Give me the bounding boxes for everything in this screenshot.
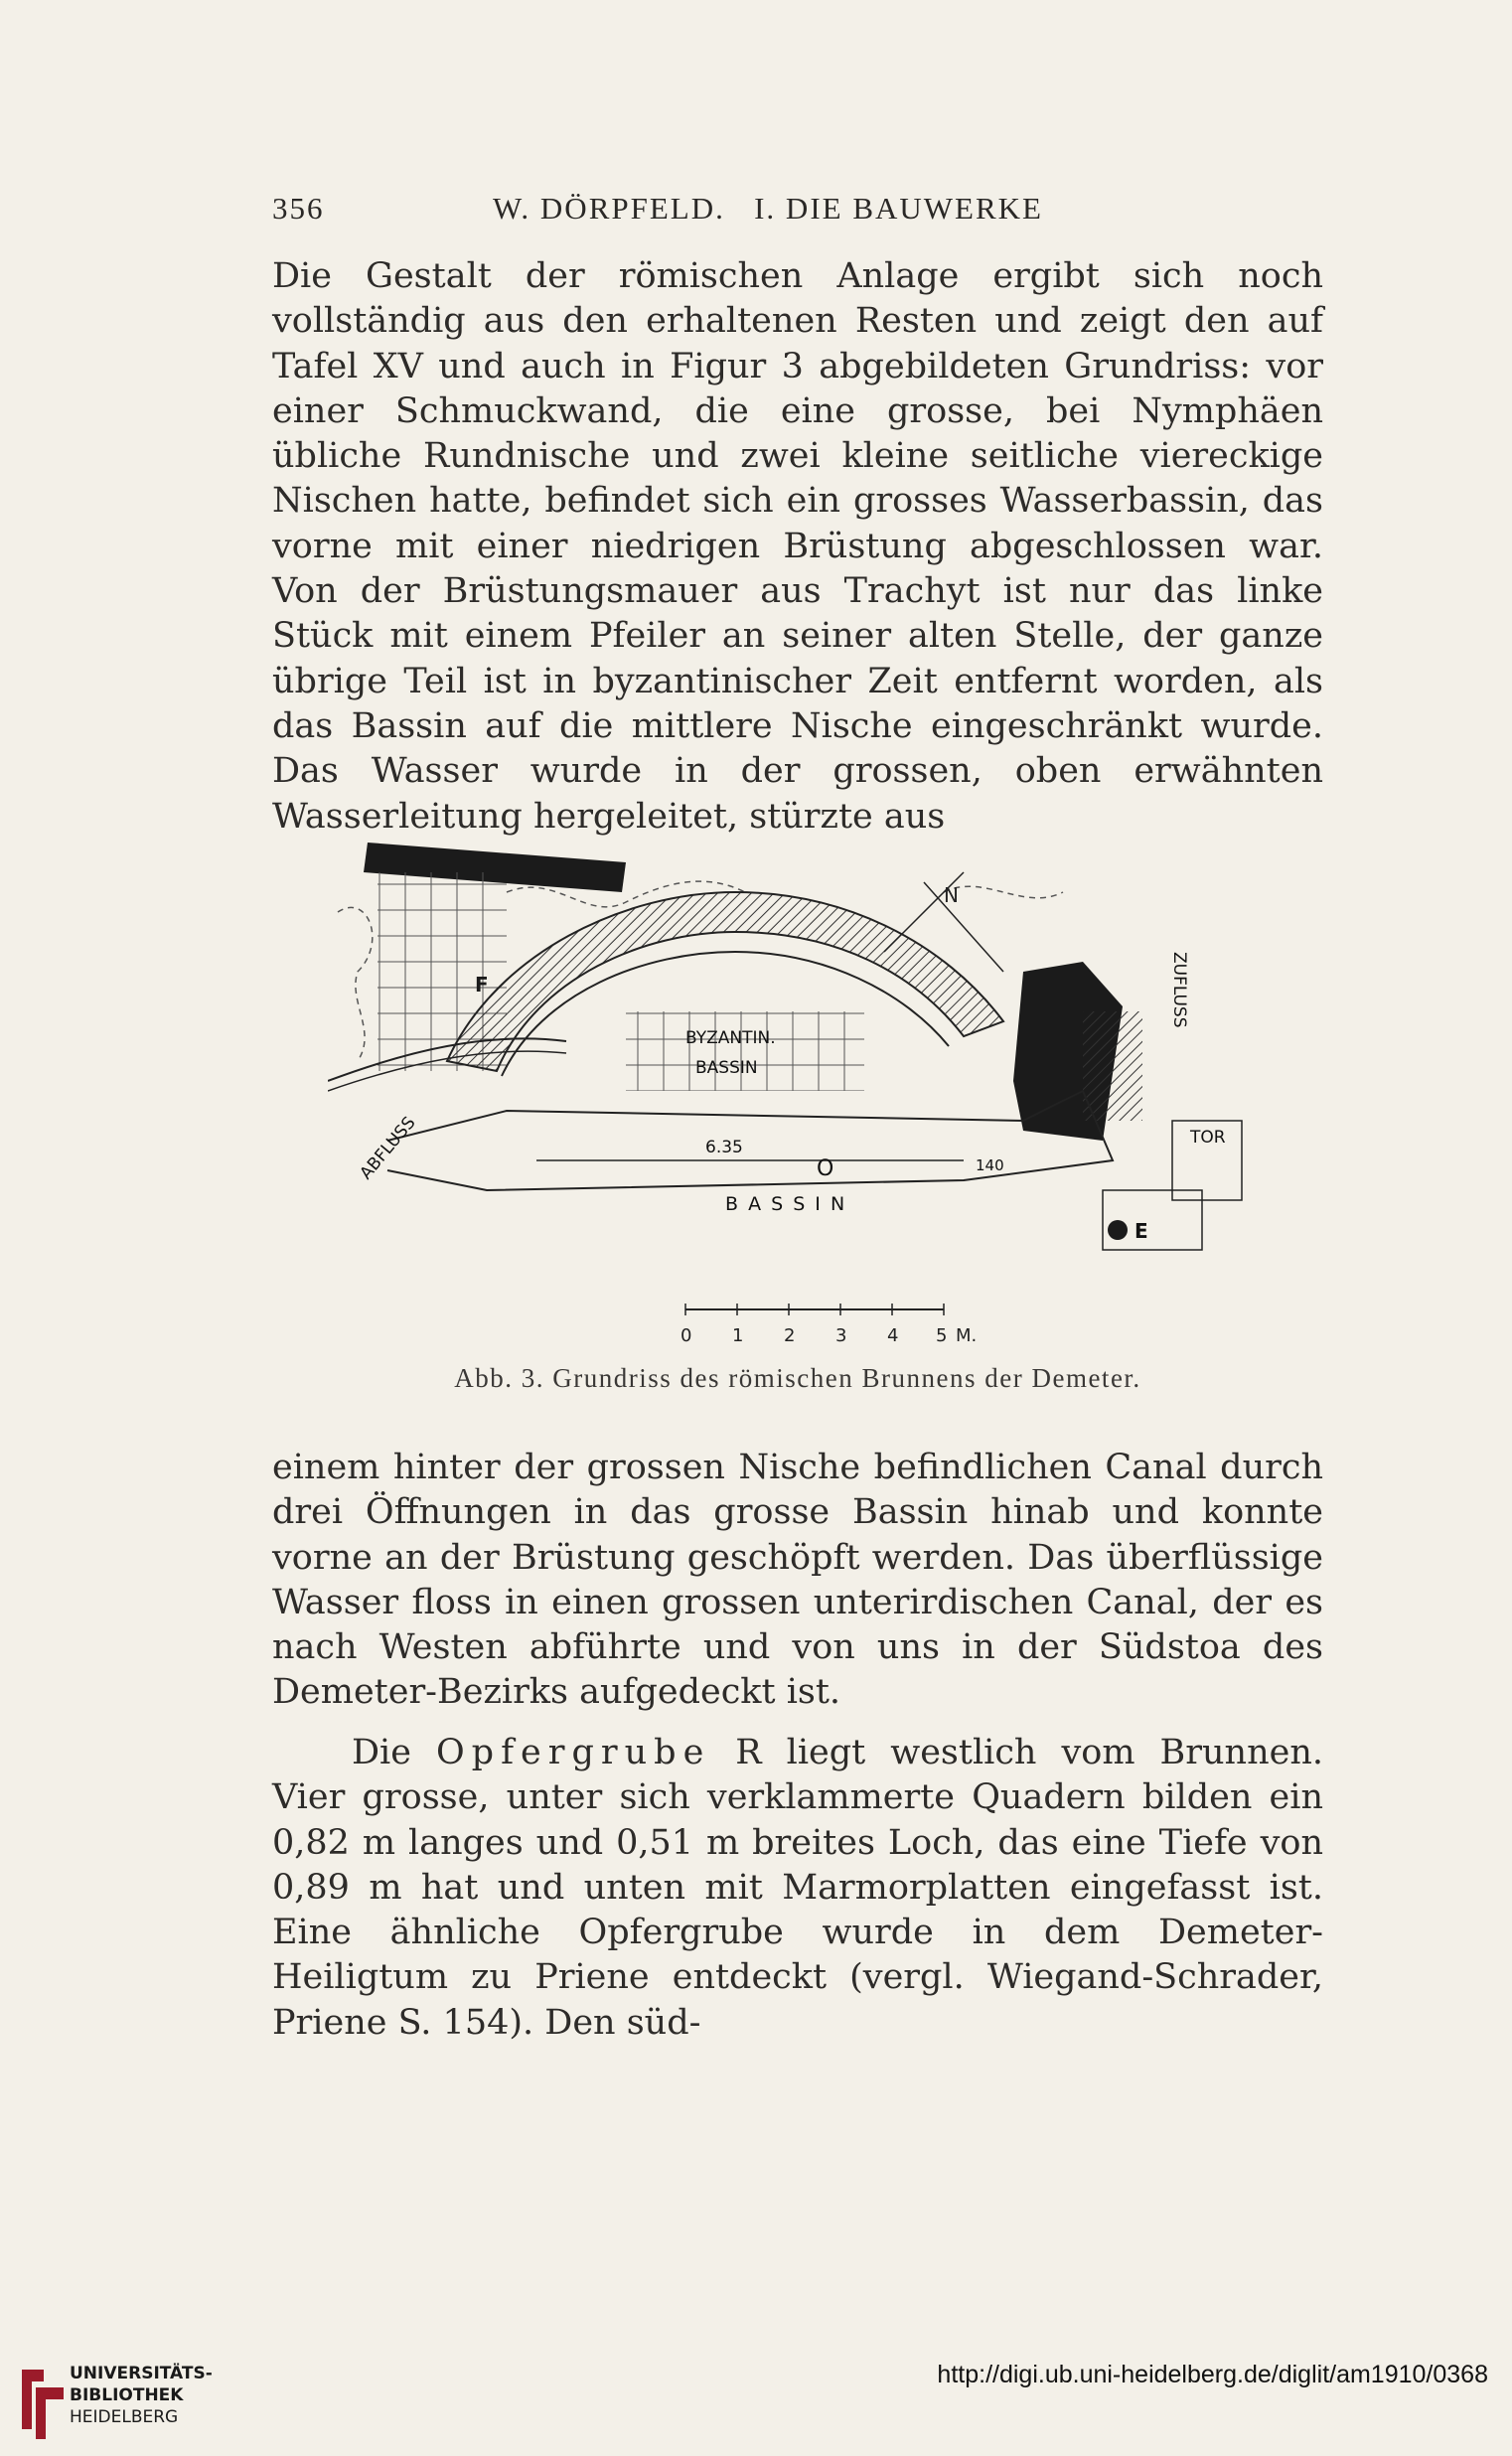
label-e: E [1134, 1219, 1148, 1243]
label-level-o: O [817, 1156, 834, 1181]
label-n: N [944, 883, 959, 907]
page-header [272, 191, 1323, 240]
scale-tick-4: 4 [887, 1325, 899, 1346]
ground-plan-figure [328, 833, 1321, 1349]
label-dimension: 6.35 [705, 1138, 743, 1157]
library-line-1: UNIVERSITÄTS- [70, 2364, 213, 2383]
bassin-outline [387, 1091, 1113, 1190]
body-paragraph [272, 1731, 1323, 2046]
paragraph-text: Die [352, 1733, 436, 1772]
label-f: F [475, 973, 489, 997]
label-bassin-inner: BASSIN [695, 1058, 758, 1078]
e-circle [1108, 1220, 1128, 1240]
library-line-3: HEIDELBERG [70, 2407, 179, 2427]
label-tor: TOR [1190, 1128, 1226, 1148]
running-head: W. DÖRPFELD. I. DIE BAUWERKE [493, 191, 1043, 226]
body-paragraph: Die Gestalt der römischen Anlage ergibt sich noch vollständig aus den erhaltenen Resten und zeigt den auf Tafel XV und auch in Figur 3 abgebildeten Grundriss: vor einer Schmuckwand, die eine grosse, bei Nymphäen übliche Rundnische und zwei kleine seitliche viereckige Nischen hatte, befindet sich ein grosses Wasserbassin, das vorne mit einer niedrigen Brüstung abgeschlossen war. Von der Brüstungsmauer aus Trachyt ist nur das linke Stück mit einem Pfeiler an seiner alten Stelle, der ganze übrige Teil ist in byzantinischer Zeit entfernt worden, als das Bassin auf die mittlere Nische eingeschränkt wurde. Das Wasser wurde in der grossen, oben erwähnten Wasserleitung hergeleitet, stürzte aus [272, 256, 1323, 837]
scale-tick-5: 5 [936, 1325, 948, 1346]
label-zufluss: ZUFLUSS [1169, 952, 1189, 1028]
emphasized-term: Opfergrube [435, 1733, 711, 1772]
scale-tick-1: 1 [732, 1325, 744, 1346]
source-url[interactable]: http://digi.ub.uni-heidelberg.de/diglit/am1910/0368 [937, 2361, 1488, 2388]
right-hatched-wall [1083, 1011, 1142, 1121]
body-paragraph: einem hinter der grossen Nische befindlichen Canal durch drei Öffnungen in das grosse Bassin hinab und konnte vorne an der Brüstung geschöpft werden. Das überflüssige Wasser floss in einen grossen unterirdischen Canal, der es nach Westen abführte und von uns in der Südstoa des Demeter-Bezirks aufgedeckt ist. [272, 1448, 1323, 1713]
label-byzantin: BYZANTIN. [685, 1028, 776, 1048]
figure-caption: Abb. 3. Grundriss des römischen Brunnens der Demeter. [454, 1363, 1141, 1393]
label-abfluss: ABFLUSS [356, 1113, 420, 1184]
byzantine-grid [626, 1011, 864, 1091]
library-logo-icon [14, 2360, 74, 2449]
library-line-2: BIBLIOTHEK [70, 2385, 184, 2405]
label-level-140: 140 [976, 1156, 1004, 1174]
scale-tick-2: 2 [784, 1325, 796, 1346]
scale-tick-0: 0 [680, 1325, 692, 1346]
paragraph-text: R liegt westlich vom Brunnen. Vier grosse, unter sich verklammerte Quadern bilden ein 0,82 m langes und 0,51 m breites Loch, das eine Tiefe von 0,89 m hat und unten mit Marmorplatten eingefasst ist. Eine ähnliche Opfergrube wurde in dem Demeter-Heiligtum zu Priene entdeckt (vergl. Wiegand-Schrader, Priene S. 154). Den süd- [272, 1733, 1323, 2043]
scale-unit: M. [956, 1325, 978, 1346]
page-number: 356 [272, 191, 325, 226]
library-name [70, 2363, 213, 2428]
scale-tick-3: 3 [835, 1325, 847, 1346]
label-bassin-outer: B A S S I N [725, 1193, 847, 1215]
